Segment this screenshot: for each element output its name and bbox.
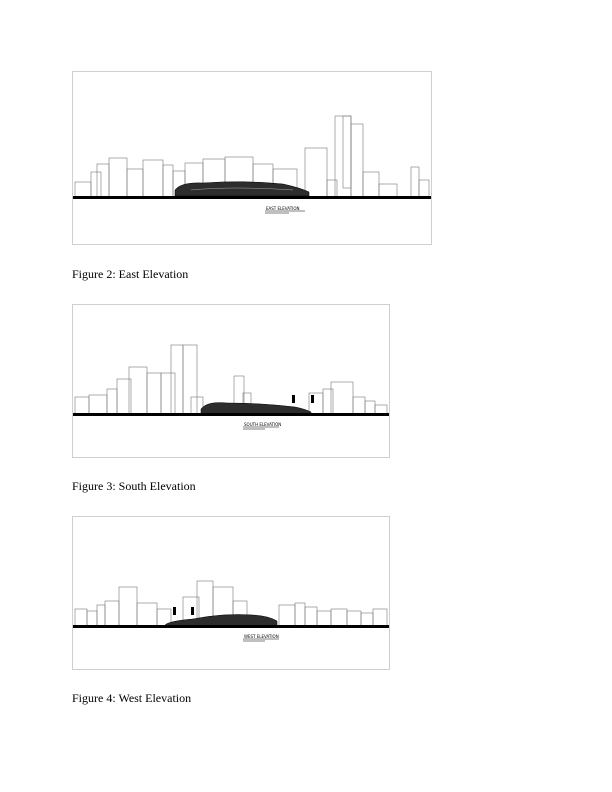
south-elevation-title-block [243, 422, 281, 429]
caption-figure-2: Figure 2: East Elevation [72, 267, 189, 281]
west-elevation-drawing [73, 517, 389, 669]
figure-west-elevation [72, 516, 390, 670]
caption-figure-4: Figure 4: West Elevation [72, 691, 192, 705]
east-elevation-title-block [265, 206, 305, 213]
caption-figure-3: Figure 3: South Elevation [72, 479, 196, 493]
drawing-label: EAST ELEVATION [266, 206, 300, 211]
figure-east-elevation [72, 71, 432, 245]
figure-south-elevation [72, 304, 390, 458]
south-elevation-drawing [73, 305, 389, 457]
west-elevation-title-block [243, 634, 279, 641]
drawing-label: WEST ELEVATION [244, 634, 279, 639]
east-elevation-drawing [73, 72, 431, 244]
drawing-label: SOUTH ELEVATION [244, 422, 282, 427]
